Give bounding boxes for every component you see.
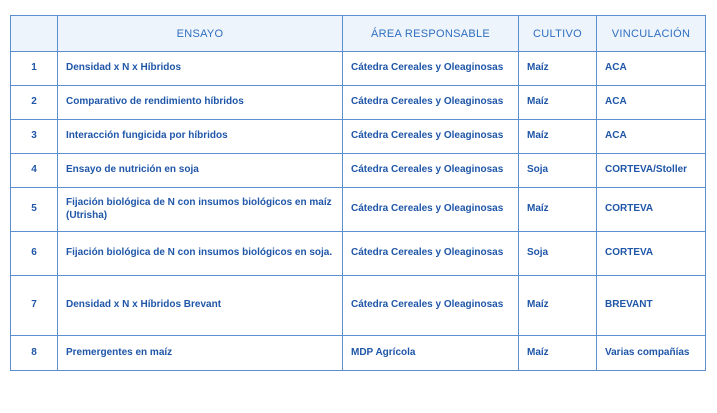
ensayo-cell: Densidad x N x Híbridos Brevant: [58, 276, 343, 336]
area-cell: Cátedra Cereales y Oleaginosas: [343, 232, 519, 276]
table-row: [11, 232, 706, 276]
header-vinculacion: VINCULACIÓN: [597, 16, 706, 52]
vinculacion-cell: BREVANT: [597, 276, 706, 336]
table-row: [11, 154, 706, 188]
row-number: 4: [11, 154, 58, 188]
table-row: [11, 188, 706, 232]
cultivo-cell: Maíz: [519, 276, 597, 336]
area-cell: Cátedra Cereales y Oleaginosas: [343, 188, 519, 232]
cultivo-cell: Soja: [519, 154, 597, 188]
table-row: [11, 86, 706, 120]
ensayos-table: [10, 15, 706, 371]
row-number: 3: [11, 120, 58, 154]
header-number: [11, 16, 58, 52]
cultivo-cell: Soja: [519, 232, 597, 276]
vinculacion-cell: CORTEVA: [597, 232, 706, 276]
table-row: [11, 52, 706, 86]
vinculacion-cell: Varias compañías: [597, 336, 706, 371]
header-area: ÁREA RESPONSABLE: [343, 16, 519, 52]
ensayo-cell: Premergentes en maíz: [58, 336, 343, 371]
ensayo-cell: Fijación biológica de N con insumos biológicos en maíz (Utrisha): [58, 188, 343, 232]
table-header-row: [11, 16, 706, 52]
header-cultivo: CULTIVO: [519, 16, 597, 52]
table-row: [11, 276, 706, 336]
cultivo-cell: Maíz: [519, 52, 597, 86]
area-cell: Cátedra Cereales y Oleaginosas: [343, 52, 519, 86]
ensayo-cell: Densidad x N x Híbridos: [58, 52, 343, 86]
cultivo-cell: Maíz: [519, 86, 597, 120]
area-cell: Cátedra Cereales y Oleaginosas: [343, 276, 519, 336]
header-ensayo: ENSAYO: [58, 16, 343, 52]
area-cell: Cátedra Cereales y Oleaginosas: [343, 120, 519, 154]
row-number: 2: [11, 86, 58, 120]
vinculacion-cell: CORTEVA/Stoller: [597, 154, 706, 188]
table-row: [11, 336, 706, 371]
area-cell: Cátedra Cereales y Oleaginosas: [343, 154, 519, 188]
vinculacion-cell: CORTEVA: [597, 188, 706, 232]
row-number: 8: [11, 336, 58, 371]
ensayo-cell: Fijación biológica de N con insumos biológicos en soja.: [58, 232, 343, 276]
cultivo-cell: Maíz: [519, 188, 597, 232]
ensayo-cell: Interacción fungicida por híbridos: [58, 120, 343, 154]
vinculacion-cell: ACA: [597, 120, 706, 154]
cultivo-cell: Maíz: [519, 120, 597, 154]
row-number: 7: [11, 276, 58, 336]
vinculacion-cell: ACA: [597, 86, 706, 120]
area-cell: MDP Agrícola: [343, 336, 519, 371]
row-number: 6: [11, 232, 58, 276]
row-number: 1: [11, 52, 58, 86]
row-number: 5: [11, 188, 58, 232]
area-cell: Cátedra Cereales y Oleaginosas: [343, 86, 519, 120]
ensayo-cell: Comparativo de rendimiento híbridos: [58, 86, 343, 120]
vinculacion-cell: ACA: [597, 52, 706, 86]
cultivo-cell: Maíz: [519, 336, 597, 371]
table-row: [11, 120, 706, 154]
ensayo-cell: Ensayo de nutrición en soja: [58, 154, 343, 188]
